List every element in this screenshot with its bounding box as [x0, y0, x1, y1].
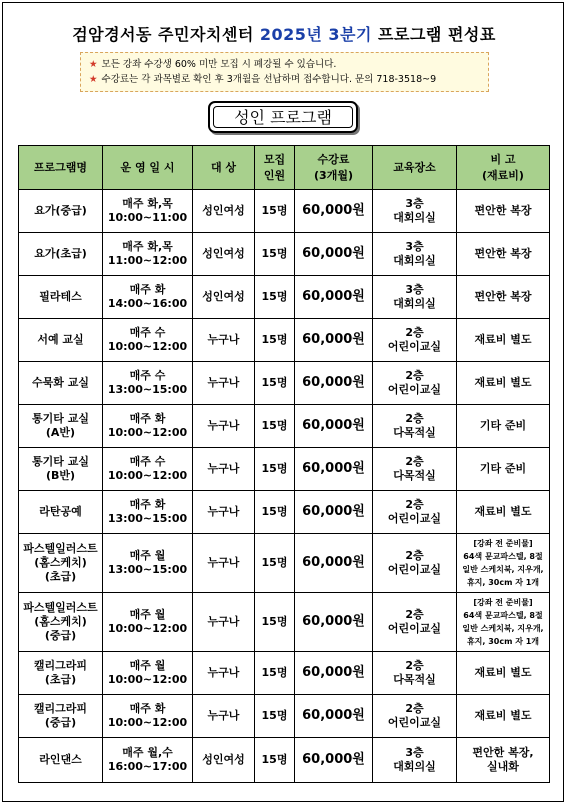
table-row	[19, 362, 550, 405]
cell-schedule: 매주 수 13:00~15:00	[103, 362, 193, 405]
header-place: 교육장소	[373, 146, 457, 190]
header-note: 비 고 (재료비)	[457, 146, 550, 190]
cell-place: 2층 어린이교실	[373, 319, 457, 362]
cell-place: 3층 대회의실	[373, 190, 457, 233]
cell-schedule: 매주 월 10:00~12:00	[103, 652, 193, 695]
cell-capacity: 15명	[255, 190, 295, 233]
cell-schedule: 매주 수 10:00~12:00	[103, 319, 193, 362]
cell-schedule: 매주 화 13:00~15:00	[103, 491, 193, 534]
cell-place: 3층 대회의실	[373, 738, 457, 783]
cell-program-name: 라탄공예	[19, 491, 103, 534]
header-target: 대 상	[193, 146, 255, 190]
cell-note: 편안한 복장	[457, 233, 550, 276]
cell-note: 재료비 별도	[457, 652, 550, 695]
cell-place: 2층 어린이교실	[373, 593, 457, 652]
table-row	[19, 233, 550, 276]
cell-capacity: 15명	[255, 695, 295, 738]
cell-capacity: 15명	[255, 319, 295, 362]
cell-fee: 60,000원	[295, 319, 373, 362]
cell-fee: 60,000원	[295, 276, 373, 319]
cell-program-name: 서예 교실	[19, 319, 103, 362]
cell-place: 3층 대회의실	[373, 233, 457, 276]
cell-program-name: 캘리그라피 (초급)	[19, 652, 103, 695]
cell-target: 누구나	[193, 593, 255, 652]
cell-fee: 60,000원	[295, 448, 373, 491]
cell-note: 편안한 복장	[457, 190, 550, 233]
cell-capacity: 15명	[255, 405, 295, 448]
section-title: 성인 프로그램	[213, 106, 353, 128]
cell-fee: 60,000원	[295, 652, 373, 695]
cell-fee: 60,000원	[295, 738, 373, 783]
cell-program-name: 필라테스	[19, 276, 103, 319]
cell-place: 2층 어린이교실	[373, 695, 457, 738]
table-body	[19, 190, 550, 783]
cell-capacity: 15명	[255, 448, 295, 491]
cell-note: 편안한 복장	[457, 276, 550, 319]
cell-schedule: 매주 화,목 11:00~12:00	[103, 233, 193, 276]
cell-place: 2층 어린이교실	[373, 362, 457, 405]
cell-program-name: 통기타 교실 (A반)	[19, 405, 103, 448]
header-program-name: 프로그램명	[19, 146, 103, 190]
cell-place: 2층 어린이교실	[373, 534, 457, 593]
notice-box	[80, 52, 489, 92]
cell-capacity: 15명	[255, 652, 295, 695]
header-fee: 수강료 (3개월)	[295, 146, 373, 190]
table-row	[19, 190, 550, 233]
cell-place: 2층 다목적실	[373, 405, 457, 448]
cell-program-name: 요가(초급)	[19, 233, 103, 276]
table-row	[19, 405, 550, 448]
cell-note: 재료비 별도	[457, 362, 550, 405]
cell-fee: 60,000원	[295, 362, 373, 405]
cell-note: [강좌 전 준비물] 64색 문교파스텔, 8절 일반 스케치북, 지우개, 휴지, 30cm 자 1개	[457, 593, 550, 652]
cell-program-name: 통기타 교실 (B반)	[19, 448, 103, 491]
cell-note: [강좌 전 준비물] 64색 문교파스텔, 8절 일반 스케치북, 지우개, 휴지, 30cm 자 1개	[457, 534, 550, 593]
cell-capacity: 15명	[255, 593, 295, 652]
cell-program-name: 수묵화 교실	[19, 362, 103, 405]
cell-program-name: 라인댄스	[19, 738, 103, 783]
table-row	[19, 652, 550, 695]
cell-program-name: 캘리그라피 (중급)	[19, 695, 103, 738]
page-title	[0, 22, 568, 45]
cell-program-name: 요가(중급)	[19, 190, 103, 233]
cell-target: 성인여성	[193, 738, 255, 783]
star-icon: ★	[89, 59, 98, 70]
cell-schedule: 매주 월,수 16:00~17:00	[103, 738, 193, 783]
table-row	[19, 319, 550, 362]
cell-schedule: 매주 화,목 10:00~11:00	[103, 190, 193, 233]
cell-fee: 60,000원	[295, 534, 373, 593]
table-row	[19, 491, 550, 534]
header-schedule: 운 영 일 시	[103, 146, 193, 190]
cell-target: 성인여성	[193, 233, 255, 276]
cell-note: 재료비 별도	[457, 695, 550, 738]
cell-note: 재료비 별도	[457, 491, 550, 534]
cell-fee: 60,000원	[295, 405, 373, 448]
cell-target: 누구나	[193, 319, 255, 362]
cell-schedule: 매주 월 13:00~15:00	[103, 534, 193, 593]
cell-target: 누구나	[193, 362, 255, 405]
cell-place: 3층 대회의실	[373, 276, 457, 319]
cell-capacity: 15명	[255, 491, 295, 534]
title-prefix: 검암경서동 주민자치센터	[72, 25, 254, 44]
cell-fee: 60,000원	[295, 491, 373, 534]
cell-program-name: 파스텔일러스트 (홈스케치) (초급)	[19, 534, 103, 593]
cell-schedule: 매주 월 10:00~12:00	[103, 593, 193, 652]
notice-text: 수강료는 각 과목별로 확인 후 3개월을 선납하며 접수합니다. 문의 718-3518~9	[101, 74, 437, 85]
program-table	[18, 145, 550, 783]
cell-note: 기타 준비	[457, 405, 550, 448]
cell-note: 기타 준비	[457, 448, 550, 491]
table-row	[19, 448, 550, 491]
cell-fee: 60,000원	[295, 695, 373, 738]
cell-target: 누구나	[193, 652, 255, 695]
header-capacity: 모집 인원	[255, 146, 295, 190]
cell-program-name: 파스텔일러스트 (홈스케치) (중급)	[19, 593, 103, 652]
table-header-row	[19, 146, 550, 190]
cell-target: 성인여성	[193, 276, 255, 319]
title-highlight: 2025년 3분기	[259, 25, 372, 44]
table-row	[19, 738, 550, 783]
section-title-box	[208, 101, 358, 133]
notice-line	[89, 72, 480, 87]
cell-place: 2층 어린이교실	[373, 491, 457, 534]
cell-fee: 60,000원	[295, 593, 373, 652]
cell-target: 누구나	[193, 491, 255, 534]
table-row	[19, 593, 550, 652]
notice-text: 모든 강좌 수강생 60% 미만 모집 시 폐강될 수 있습니다.	[101, 59, 337, 70]
cell-note: 재료비 별도	[457, 319, 550, 362]
cell-fee: 60,000원	[295, 233, 373, 276]
table-row	[19, 534, 550, 593]
cell-schedule: 매주 화 10:00~12:00	[103, 405, 193, 448]
cell-note: 편안한 복장, 실내화	[457, 738, 550, 783]
cell-capacity: 15명	[255, 233, 295, 276]
cell-target: 누구나	[193, 405, 255, 448]
table-row	[19, 695, 550, 738]
title-suffix: 프로그램 편성표	[378, 25, 496, 44]
cell-place: 2층 다목적실	[373, 448, 457, 491]
cell-capacity: 15명	[255, 738, 295, 783]
cell-schedule: 매주 화 14:00~16:00	[103, 276, 193, 319]
cell-target: 누구나	[193, 448, 255, 491]
cell-target: 누구나	[193, 695, 255, 738]
cell-place: 2층 다목적실	[373, 652, 457, 695]
star-icon: ★	[89, 74, 98, 85]
cell-fee: 60,000원	[295, 190, 373, 233]
cell-capacity: 15명	[255, 534, 295, 593]
cell-schedule: 매주 화 10:00~12:00	[103, 695, 193, 738]
table-row	[19, 276, 550, 319]
cell-target: 성인여성	[193, 190, 255, 233]
cell-target: 누구나	[193, 534, 255, 593]
cell-capacity: 15명	[255, 362, 295, 405]
cell-schedule: 매주 수 10:00~12:00	[103, 448, 193, 491]
cell-capacity: 15명	[255, 276, 295, 319]
notice-line	[89, 57, 480, 72]
